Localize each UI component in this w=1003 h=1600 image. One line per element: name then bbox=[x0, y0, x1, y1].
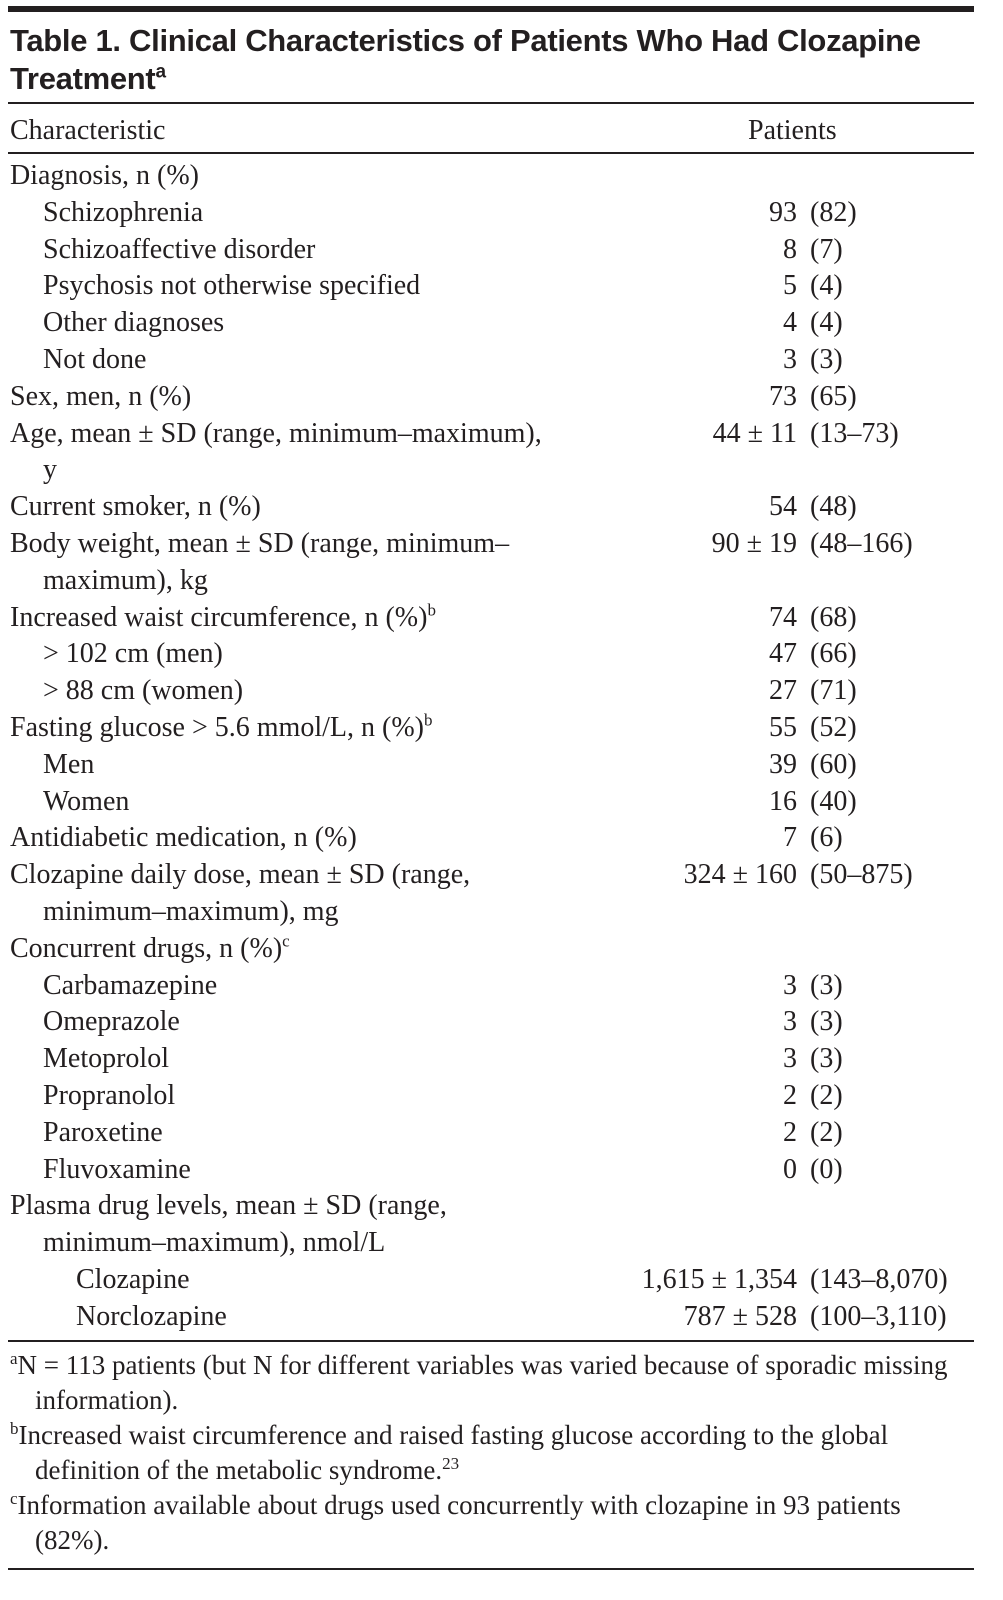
row-percent-range: (4) bbox=[810, 307, 843, 339]
row-label-text: Clozapine daily dose, mean ± SD (range, minimum–maximum), mg bbox=[10, 859, 471, 927]
table-row bbox=[0, 1152, 1003, 1189]
row-value: 2 bbox=[783, 1079, 797, 1111]
row-label-text: > 88 cm (women) bbox=[43, 675, 244, 707]
table-row bbox=[0, 636, 1003, 673]
table-row bbox=[0, 820, 1003, 857]
row-percent-range: (82) bbox=[810, 196, 857, 228]
row-value: 3 bbox=[783, 343, 797, 375]
footnote-text: Increased waist circumference and raised fasting glucose according to the global definition of the metabolic syndrome. bbox=[18, 1420, 889, 1485]
row-label bbox=[10, 600, 436, 637]
title-footnote-mark: a bbox=[155, 61, 166, 83]
header-patients: Patients bbox=[748, 115, 837, 146]
row-label-text: Norclozapine bbox=[76, 1300, 227, 1332]
table-body bbox=[0, 158, 1003, 1336]
row-label bbox=[43, 968, 217, 1005]
row-label bbox=[43, 1041, 169, 1078]
footnote-text: N = 113 patients (but N for different variables was varied because of sporadic missing information). bbox=[17, 1350, 948, 1415]
table-row bbox=[0, 379, 1003, 416]
row-label-text: Fluvoxamine bbox=[43, 1153, 191, 1185]
table-title-text: Table 1. Clinical Characteristics of Patients Who Had Clozapine Treatment bbox=[10, 23, 921, 96]
row-label bbox=[10, 1188, 447, 1262]
row-label bbox=[10, 489, 261, 526]
table-row bbox=[0, 1299, 1003, 1336]
row-label-text: Body weight, mean ± SD (range, minimum– maximum), kg bbox=[10, 527, 510, 596]
row-value: 3 bbox=[783, 969, 797, 1001]
row-label bbox=[10, 379, 191, 416]
table-row bbox=[0, 342, 1003, 379]
row-label bbox=[43, 195, 203, 232]
row-percent-range: (52) bbox=[810, 711, 857, 743]
top-rule bbox=[8, 6, 974, 12]
table-row bbox=[0, 931, 1003, 968]
footnote-mark: b bbox=[423, 710, 433, 730]
row-value: 55 bbox=[769, 711, 797, 743]
row-label-text: Fasting glucose > 5.6 mmol/L, n (%) bbox=[10, 711, 424, 743]
header-rule bbox=[8, 152, 974, 154]
row-percent-range: (48) bbox=[810, 491, 857, 523]
row-percent-range: (3) bbox=[810, 1006, 843, 1038]
table-row bbox=[0, 710, 1003, 747]
row-label bbox=[43, 1152, 191, 1189]
table-bottom-rule bbox=[8, 1340, 974, 1342]
row-value: 16 bbox=[769, 785, 797, 817]
footnote bbox=[10, 1418, 970, 1488]
row-label-text: Not done bbox=[43, 343, 147, 375]
row-percent-range: (100–3,110) bbox=[810, 1300, 947, 1332]
row-value: 44 ± 11 bbox=[712, 417, 797, 449]
table-row bbox=[0, 305, 1003, 342]
row-label-text: Diagnosis, n (%) bbox=[10, 160, 199, 191]
row-value: 73 bbox=[769, 380, 797, 412]
row-value: 2 bbox=[783, 1116, 797, 1148]
row-percent-range: (13–73) bbox=[810, 417, 899, 449]
table-row bbox=[0, 747, 1003, 784]
footnote bbox=[10, 1348, 970, 1418]
row-percent-range: (4) bbox=[810, 270, 843, 302]
table-row bbox=[0, 1262, 1003, 1299]
table-row bbox=[0, 1078, 1003, 1115]
row-label bbox=[76, 1262, 190, 1299]
row-percent-range: (71) bbox=[810, 675, 857, 707]
row-label-text: Sex, men, n (%) bbox=[10, 380, 192, 412]
footnote-mark: a bbox=[10, 1349, 18, 1368]
row-value: 3 bbox=[783, 1043, 797, 1075]
row-label-text: Women bbox=[43, 785, 130, 817]
row-value: 4 bbox=[783, 307, 797, 339]
table-row bbox=[0, 673, 1003, 710]
row-label-text: Psychosis not otherwise specified bbox=[43, 270, 421, 302]
row-value: 1,615 ± 1,354 bbox=[641, 1263, 797, 1295]
table-row bbox=[0, 268, 1003, 305]
row-label-text: Increased waist circumference, n (%) bbox=[10, 601, 428, 633]
table-row bbox=[0, 1041, 1003, 1078]
row-label bbox=[43, 1004, 180, 1041]
row-label bbox=[43, 232, 315, 269]
row-percent-range: (0) bbox=[810, 1153, 843, 1185]
row-label-text: Schizoaffective disorder bbox=[43, 233, 316, 265]
row-label bbox=[43, 268, 420, 305]
row-percent-range: (3) bbox=[810, 969, 843, 1001]
row-value: 74 bbox=[769, 601, 797, 633]
footnote-mark: c bbox=[282, 931, 290, 951]
footnotes bbox=[10, 1348, 970, 1558]
table-row bbox=[0, 158, 1003, 195]
row-label bbox=[43, 636, 223, 673]
table-row bbox=[0, 1115, 1003, 1152]
row-label-text: Paroxetine bbox=[43, 1116, 163, 1148]
row-label bbox=[10, 526, 509, 600]
row-percent-range: (7) bbox=[810, 233, 843, 265]
row-value: 5 bbox=[783, 270, 797, 302]
table-row bbox=[0, 195, 1003, 232]
row-value: 39 bbox=[769, 748, 797, 780]
row-label-text: Schizophrenia bbox=[43, 196, 204, 228]
footnote-mark: c bbox=[10, 1489, 18, 1508]
end-rule bbox=[8, 1568, 974, 1570]
reference-mark: 23 bbox=[442, 1454, 460, 1473]
row-percent-range: (50–875) bbox=[810, 859, 913, 891]
header-characteristic: Characteristic bbox=[10, 115, 166, 146]
row-label-text: Clozapine bbox=[76, 1263, 190, 1295]
row-value: 93 bbox=[769, 196, 797, 228]
row-value: 47 bbox=[769, 638, 797, 670]
table-row bbox=[0, 526, 1003, 600]
row-percent-range: (60) bbox=[810, 748, 857, 780]
table-row bbox=[0, 232, 1003, 269]
row-value: 27 bbox=[769, 675, 797, 707]
row-percent-range: (6) bbox=[810, 822, 843, 854]
row-label bbox=[43, 747, 94, 784]
row-label-text: Plasma drug levels, mean ± SD (range, minimum–maximum), nmol/L bbox=[10, 1190, 447, 1259]
row-label bbox=[43, 342, 146, 379]
row-percent-range: (48–166) bbox=[810, 527, 913, 559]
row-percent-range: (68) bbox=[810, 601, 857, 633]
row-percent-range: (2) bbox=[810, 1079, 843, 1111]
row-value: 3 bbox=[783, 1006, 797, 1038]
row-label bbox=[43, 673, 243, 710]
row-percent-range: (143–8,070) bbox=[810, 1263, 948, 1295]
row-label-text: > 102 cm (men) bbox=[43, 638, 223, 670]
table-row bbox=[0, 784, 1003, 821]
row-label bbox=[43, 305, 224, 342]
row-label-text: Current smoker, n (%) bbox=[10, 491, 261, 523]
row-percent-range: (3) bbox=[810, 1043, 843, 1075]
footnote bbox=[10, 1488, 970, 1558]
row-value: 54 bbox=[769, 491, 797, 523]
row-value: 8 bbox=[783, 233, 797, 265]
footnote-mark: b bbox=[10, 1419, 19, 1438]
row-label bbox=[10, 158, 199, 195]
row-value: 90 ± 19 bbox=[711, 527, 797, 559]
title-rule bbox=[8, 102, 974, 104]
row-value: 787 ± 528 bbox=[683, 1300, 797, 1332]
table-row bbox=[0, 416, 1003, 490]
table-title bbox=[10, 22, 970, 98]
row-label-text: Carbamazepine bbox=[43, 969, 218, 1001]
row-label-text: Propranolol bbox=[43, 1079, 176, 1111]
row-percent-range: (3) bbox=[810, 343, 843, 375]
row-label-text: Age, mean ± SD (range, minimum–maximum), y bbox=[10, 417, 542, 486]
row-label bbox=[10, 710, 432, 747]
row-label bbox=[10, 416, 542, 490]
row-label bbox=[10, 820, 357, 857]
table-row bbox=[0, 600, 1003, 637]
table-row bbox=[0, 1004, 1003, 1041]
table-row bbox=[0, 968, 1003, 1005]
footnote-mark: b bbox=[427, 600, 436, 620]
row-label-text: Omeprazole bbox=[43, 1006, 180, 1038]
row-value: 0 bbox=[783, 1153, 797, 1185]
row-label bbox=[43, 1115, 163, 1152]
row-percent-range: (2) bbox=[810, 1116, 843, 1148]
table-row bbox=[0, 489, 1003, 526]
row-percent-range: (40) bbox=[810, 785, 857, 817]
table-row bbox=[0, 1188, 1003, 1262]
row-label-text: Men bbox=[43, 748, 95, 780]
row-label bbox=[76, 1299, 227, 1336]
table-row bbox=[0, 857, 1003, 931]
row-value: 324 ± 160 bbox=[683, 859, 797, 891]
row-value: 7 bbox=[783, 822, 797, 854]
row-label-text: Antidiabetic medication, n (%) bbox=[10, 822, 357, 854]
row-label-text: Concurrent drugs, n (%) bbox=[10, 932, 283, 964]
row-label bbox=[43, 784, 129, 821]
row-percent-range: (65) bbox=[810, 380, 857, 412]
row-percent-range: (66) bbox=[810, 638, 857, 670]
row-label bbox=[10, 857, 470, 931]
row-label-text: Other diagnoses bbox=[43, 307, 225, 339]
footnote-text: Information available about drugs used concurrently with clozapine in 93 patients (82%). bbox=[17, 1490, 901, 1555]
row-label bbox=[43, 1078, 175, 1115]
row-label bbox=[10, 931, 290, 968]
row-label-text: Metoprolol bbox=[43, 1043, 169, 1075]
